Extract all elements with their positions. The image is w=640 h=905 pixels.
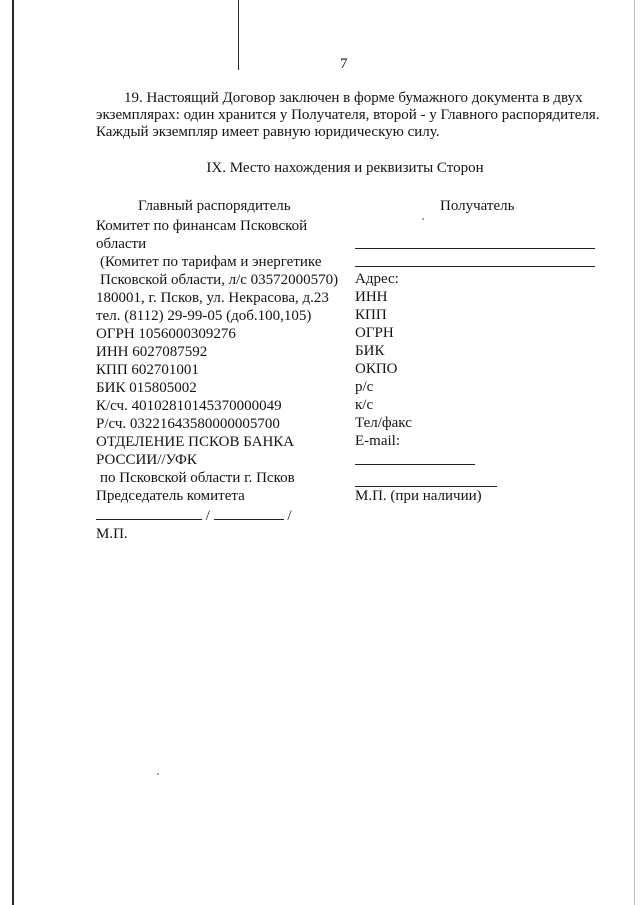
- right-stamp: М.П. (при наличии): [355, 488, 482, 504]
- detail-line: БИК 015805002: [96, 380, 197, 396]
- detail-line: Р/сч. 03221643580000005700: [96, 416, 280, 432]
- detail-line: ОГРН 1056000309276: [96, 326, 236, 342]
- field-label: ОКПО: [355, 361, 398, 377]
- clause-line: 19. Настоящий Договор заключен в форме бумажного документа в двух: [124, 90, 583, 106]
- recipient-name-line-2: [355, 249, 595, 267]
- section-title: [0, 160, 640, 177]
- signature-separator: /: [287, 508, 292, 524]
- left-party-details: [96, 217, 346, 543]
- field-label: ОГРН: [355, 325, 394, 341]
- signature-line: [96, 505, 202, 520]
- field-label: ИНН: [355, 289, 388, 305]
- clause-19: [96, 90, 610, 141]
- section-title-text: IX. Место нахождения и реквизиты Сторон: [206, 160, 484, 176]
- clause-line: Каждый экземпляр имеет равную юридическую силу.: [96, 124, 440, 140]
- field-label: КПП: [355, 307, 387, 323]
- detail-line: Комитет по финансам Псковской: [96, 218, 308, 234]
- name-line: [214, 505, 284, 520]
- page-number: 7: [340, 56, 348, 72]
- scan-speck: [157, 773, 159, 775]
- detail-line: (Комитет по тарифам и энергетике: [100, 254, 322, 270]
- scan-right-edge: [634, 0, 635, 905]
- signature-separator: /: [205, 508, 210, 524]
- detail-line: КПП 602701001: [96, 362, 199, 378]
- left-stamp: М.П.: [96, 526, 128, 542]
- field-label: к/с: [355, 397, 374, 413]
- clause-line: экземплярах: один хранится у Получателя, второй - у Главного распорядителя.: [96, 107, 600, 123]
- signature-line: [355, 465, 497, 487]
- scan-edge-line: [12, 0, 14, 905]
- detail-line: ОТДЕЛЕНИЕ ПСКОВ БАНКА: [96, 434, 295, 450]
- detail-line: РОССИИ//УФК: [96, 452, 197, 468]
- scan-fold-line: [238, 0, 239, 70]
- detail-line: К/сч. 40102810145370000049: [96, 398, 282, 414]
- detail-line: по Псковской области г. Псков: [100, 470, 295, 486]
- recipient-name-line-1: [355, 232, 595, 249]
- detail-line: тел. (8112) 29-99-05 (доб.100,105): [96, 308, 312, 324]
- detail-line: ИНН 6027087592: [96, 344, 208, 360]
- field-label: E-mail:: [355, 433, 400, 449]
- scan-speck: [422, 218, 424, 220]
- detail-line: 180001, г. Псков, ул. Некрасова, д.23: [96, 290, 329, 306]
- right-heading: Получатель: [440, 198, 515, 214]
- right-party-details: [355, 232, 600, 505]
- signature-row: [96, 505, 346, 525]
- field-label: Тел/факс: [355, 415, 412, 431]
- email-line: [355, 450, 475, 465]
- field-label: Адрес:: [355, 271, 399, 287]
- detail-line: области: [96, 236, 147, 252]
- field-label: р/с: [355, 379, 374, 395]
- left-heading: Главный распорядитель: [138, 198, 291, 214]
- field-label: БИК: [355, 343, 385, 359]
- detail-line: Псковской области, л/с 03572000570): [100, 272, 339, 288]
- detail-line: Председатель комитета: [96, 488, 245, 504]
